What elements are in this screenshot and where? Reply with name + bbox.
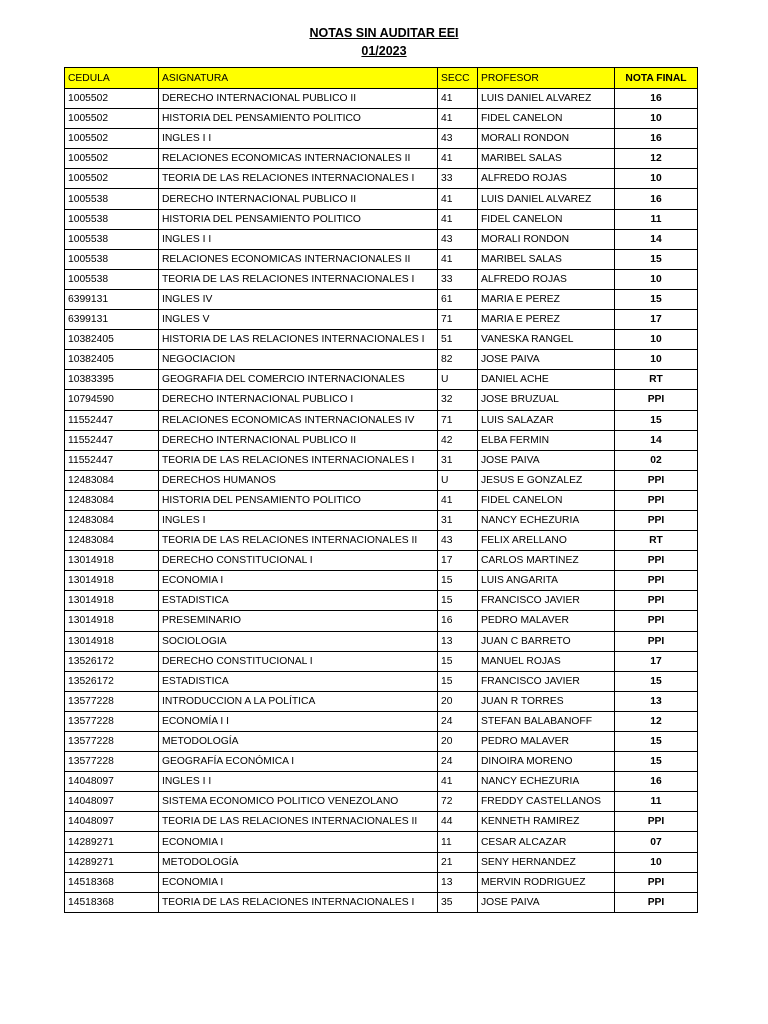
cell-nota-final: 14 bbox=[615, 229, 698, 249]
cell-cedula: 13014918 bbox=[65, 571, 159, 591]
cell-asignatura: HISTORIA DE LAS RELACIONES INTERNACIONALES I bbox=[159, 330, 438, 350]
cell-asignatura: HISTORIA DEL PENSAMIENTO POLITICO bbox=[159, 109, 438, 129]
cell-asignatura: DERECHOS HUMANOS bbox=[159, 470, 438, 490]
cell-secc: 41 bbox=[438, 189, 478, 209]
cell-nota-final: 10 bbox=[615, 169, 698, 189]
table-row bbox=[65, 571, 698, 591]
cell-profesor: MANUEL ROJAS bbox=[478, 651, 615, 671]
table-row bbox=[65, 792, 698, 812]
cell-cedula: 10794590 bbox=[65, 390, 159, 410]
cell-secc: 41 bbox=[438, 772, 478, 792]
cell-asignatura: RELACIONES ECONOMICAS INTERNACIONALES II bbox=[159, 149, 438, 169]
cell-secc: 41 bbox=[438, 209, 478, 229]
cell-nota-final: PPI bbox=[615, 892, 698, 912]
cell-secc: 43 bbox=[438, 129, 478, 149]
cell-nota-final: 10 bbox=[615, 330, 698, 350]
cell-nota-final: 10 bbox=[615, 350, 698, 370]
cell-asignatura: ESTADISTICA bbox=[159, 671, 438, 691]
table-row bbox=[65, 691, 698, 711]
cell-nota-final: 02 bbox=[615, 450, 698, 470]
table-row bbox=[65, 109, 698, 129]
cell-profesor: JOSE BRUZUAL bbox=[478, 390, 615, 410]
cell-asignatura: ECONOMIA I bbox=[159, 571, 438, 591]
cell-secc: 17 bbox=[438, 551, 478, 571]
cell-nota-final: PPI bbox=[615, 551, 698, 571]
cell-cedula: 1005502 bbox=[65, 169, 159, 189]
cell-nota-final: PPI bbox=[615, 631, 698, 651]
cell-nota-final: 16 bbox=[615, 129, 698, 149]
cell-nota-final: 07 bbox=[615, 832, 698, 852]
cell-cedula: 13014918 bbox=[65, 591, 159, 611]
cell-profesor: ALFREDO ROJAS bbox=[478, 169, 615, 189]
cell-asignatura: DERECHO INTERNACIONAL PUBLICO II bbox=[159, 430, 438, 450]
cell-cedula: 1005538 bbox=[65, 249, 159, 269]
cell-asignatura: GEOGRAFÍA ECONÓMICA I bbox=[159, 752, 438, 772]
cell-asignatura: SISTEMA ECONOMICO POLITICO VENEZOLANO bbox=[159, 792, 438, 812]
cell-asignatura: TEORIA DE LAS RELACIONES INTERNACIONALES I bbox=[159, 269, 438, 289]
cell-profesor: FRANCISCO JAVIER bbox=[478, 671, 615, 691]
cell-nota-final: 15 bbox=[615, 732, 698, 752]
cell-secc: 32 bbox=[438, 390, 478, 410]
cell-cedula: 10382405 bbox=[65, 330, 159, 350]
table-row bbox=[65, 269, 698, 289]
cell-asignatura: GEOGRAFIA DEL COMERCIO INTERNACIONALES bbox=[159, 370, 438, 390]
cell-secc: 20 bbox=[438, 732, 478, 752]
cell-cedula: 11552447 bbox=[65, 450, 159, 470]
cell-secc: 41 bbox=[438, 89, 478, 109]
cell-cedula: 13577228 bbox=[65, 732, 159, 752]
header-secc: SECC bbox=[438, 68, 478, 89]
cell-nota-final: PPI bbox=[615, 390, 698, 410]
table-row bbox=[65, 169, 698, 189]
cell-profesor: MARIBEL SALAS bbox=[478, 149, 615, 169]
header-asignatura: ASIGNATURA bbox=[159, 68, 438, 89]
cell-asignatura: DERECHO INTERNACIONAL PUBLICO I bbox=[159, 390, 438, 410]
cell-profesor: DINOIRA MORENO bbox=[478, 752, 615, 772]
cell-nota-final: 16 bbox=[615, 89, 698, 109]
cell-asignatura: DERECHO INTERNACIONAL PUBLICO II bbox=[159, 89, 438, 109]
cell-cedula: 1005538 bbox=[65, 229, 159, 249]
cell-secc: 41 bbox=[438, 249, 478, 269]
table-header-row bbox=[65, 68, 698, 89]
cell-nota-final: 11 bbox=[615, 792, 698, 812]
cell-asignatura: SOCIOLOGIA bbox=[159, 631, 438, 651]
table-row bbox=[65, 249, 698, 269]
cell-profesor: PEDRO MALAVER bbox=[478, 732, 615, 752]
cell-asignatura: TEORIA DE LAS RELACIONES INTERNACIONALES I bbox=[159, 169, 438, 189]
cell-secc: 31 bbox=[438, 450, 478, 470]
cell-nota-final: PPI bbox=[615, 470, 698, 490]
cell-profesor: CARLOS MARTINEZ bbox=[478, 551, 615, 571]
cell-cedula: 13014918 bbox=[65, 551, 159, 571]
cell-cedula: 13014918 bbox=[65, 631, 159, 651]
table-row bbox=[65, 390, 698, 410]
table-row bbox=[65, 410, 698, 430]
cell-cedula: 11552447 bbox=[65, 410, 159, 430]
table-row bbox=[65, 832, 698, 852]
table-row bbox=[65, 591, 698, 611]
cell-nota-final: 13 bbox=[615, 691, 698, 711]
cell-asignatura: METODOLOGÍA bbox=[159, 852, 438, 872]
cell-profesor: FIDEL CANELON bbox=[478, 209, 615, 229]
cell-asignatura: METODOLOGÍA bbox=[159, 732, 438, 752]
cell-profesor: SENY HERNANDEZ bbox=[478, 852, 615, 872]
cell-nota-final: PPI bbox=[615, 490, 698, 510]
cell-profesor: LUIS DANIEL ALVAREZ bbox=[478, 189, 615, 209]
cell-asignatura: INGLES I I bbox=[159, 229, 438, 249]
cell-asignatura: INGLES I I bbox=[159, 772, 438, 792]
cell-secc: U bbox=[438, 370, 478, 390]
cell-nota-final: PPI bbox=[615, 591, 698, 611]
cell-secc: 71 bbox=[438, 410, 478, 430]
cell-nota-final: PPI bbox=[615, 812, 698, 832]
table-row bbox=[65, 89, 698, 109]
table-row bbox=[65, 370, 698, 390]
cell-asignatura: DERECHO INTERNACIONAL PUBLICO II bbox=[159, 189, 438, 209]
cell-asignatura: TEORIA DE LAS RELACIONES INTERNACIONALES I bbox=[159, 450, 438, 470]
cell-asignatura: INGLES I bbox=[159, 510, 438, 530]
cell-profesor: PEDRO MALAVER bbox=[478, 611, 615, 631]
cell-secc: 43 bbox=[438, 531, 478, 551]
cell-profesor: MORALI RONDON bbox=[478, 129, 615, 149]
cell-nota-final: 10 bbox=[615, 109, 698, 129]
cell-nota-final: PPI bbox=[615, 611, 698, 631]
document-period: 01/2023 bbox=[361, 44, 407, 58]
cell-cedula: 14518368 bbox=[65, 892, 159, 912]
cell-profesor: STEFAN BALABANOFF bbox=[478, 711, 615, 731]
cell-cedula: 10383395 bbox=[65, 370, 159, 390]
header-profesor: PROFESOR bbox=[478, 68, 615, 89]
cell-profesor: VANESKA RANGEL bbox=[478, 330, 615, 350]
cell-cedula: 13526172 bbox=[65, 671, 159, 691]
cell-nota-final: 15 bbox=[615, 249, 698, 269]
cell-secc: 72 bbox=[438, 792, 478, 812]
cell-nota-final: RT bbox=[615, 370, 698, 390]
cell-asignatura: HISTORIA DEL PENSAMIENTO POLITICO bbox=[159, 490, 438, 510]
cell-asignatura: INGLES V bbox=[159, 310, 438, 330]
cell-nota-final: 11 bbox=[615, 209, 698, 229]
table-row bbox=[65, 350, 698, 370]
cell-profesor: JESUS E GONZALEZ bbox=[478, 470, 615, 490]
cell-nota-final: 15 bbox=[615, 289, 698, 309]
cell-cedula: 14048097 bbox=[65, 772, 159, 792]
cell-secc: 31 bbox=[438, 510, 478, 530]
cell-secc: 24 bbox=[438, 711, 478, 731]
cell-asignatura: INTRODUCCION A LA POLÍTICA bbox=[159, 691, 438, 711]
cell-cedula: 1005502 bbox=[65, 149, 159, 169]
cell-secc: 42 bbox=[438, 430, 478, 450]
cell-secc: 33 bbox=[438, 269, 478, 289]
cell-profesor: ALFREDO ROJAS bbox=[478, 269, 615, 289]
cell-nota-final: PPI bbox=[615, 510, 698, 530]
cell-profesor: NANCY ECHEZURIA bbox=[478, 510, 615, 530]
table-row bbox=[65, 892, 698, 912]
table-row bbox=[65, 510, 698, 530]
table-row bbox=[65, 872, 698, 892]
table-row bbox=[65, 711, 698, 731]
table-body bbox=[65, 89, 698, 913]
cell-cedula: 12483084 bbox=[65, 470, 159, 490]
cell-profesor: MARIA E PEREZ bbox=[478, 310, 615, 330]
cell-secc: 15 bbox=[438, 591, 478, 611]
cell-cedula: 1005502 bbox=[65, 109, 159, 129]
cell-cedula: 13577228 bbox=[65, 711, 159, 731]
table-row bbox=[65, 631, 698, 651]
cell-cedula: 6399131 bbox=[65, 289, 159, 309]
cell-nota-final: 17 bbox=[615, 310, 698, 330]
cell-cedula: 13577228 bbox=[65, 691, 159, 711]
cell-nota-final: 15 bbox=[615, 752, 698, 772]
table-row bbox=[65, 732, 698, 752]
cell-nota-final: 10 bbox=[615, 269, 698, 289]
cell-cedula: 12483084 bbox=[65, 510, 159, 530]
cell-secc: 33 bbox=[438, 169, 478, 189]
cell-profesor: MARIBEL SALAS bbox=[478, 249, 615, 269]
cell-profesor: FELIX ARELLANO bbox=[478, 531, 615, 551]
table-row bbox=[65, 289, 698, 309]
cell-profesor: FIDEL CANELON bbox=[478, 490, 615, 510]
cell-nota-final: 12 bbox=[615, 711, 698, 731]
cell-profesor: JUAN R TORRES bbox=[478, 691, 615, 711]
cell-nota-final: 10 bbox=[615, 852, 698, 872]
cell-asignatura: TEORIA DE LAS RELACIONES INTERNACIONALES II bbox=[159, 531, 438, 551]
cell-secc: 15 bbox=[438, 571, 478, 591]
table-row bbox=[65, 149, 698, 169]
cell-nota-final: 17 bbox=[615, 651, 698, 671]
cell-profesor: MARIA E PEREZ bbox=[478, 289, 615, 309]
cell-cedula: 14289271 bbox=[65, 852, 159, 872]
table-row bbox=[65, 430, 698, 450]
cell-asignatura: INGLES IV bbox=[159, 289, 438, 309]
cell-profesor: FRANCISCO JAVIER bbox=[478, 591, 615, 611]
cell-nota-final: 14 bbox=[615, 430, 698, 450]
cell-nota-final: 15 bbox=[615, 671, 698, 691]
cell-cedula: 13014918 bbox=[65, 611, 159, 631]
cell-profesor: LUIS DANIEL ALVAREZ bbox=[478, 89, 615, 109]
cell-secc: 13 bbox=[438, 872, 478, 892]
cell-profesor: JOSE PAIVA bbox=[478, 892, 615, 912]
grades-table bbox=[64, 67, 698, 913]
cell-asignatura: ECONOMIA I bbox=[159, 832, 438, 852]
cell-secc: 71 bbox=[438, 310, 478, 330]
cell-cedula: 10382405 bbox=[65, 350, 159, 370]
cell-profesor: MERVIN RODRIGUEZ bbox=[478, 872, 615, 892]
cell-nota-final: PPI bbox=[615, 571, 698, 591]
cell-profesor: MORALI RONDON bbox=[478, 229, 615, 249]
cell-cedula: 1005538 bbox=[65, 209, 159, 229]
header-nota-final: NOTA FINAL bbox=[615, 68, 698, 89]
cell-cedula: 14289271 bbox=[65, 832, 159, 852]
cell-nota-final: PPI bbox=[615, 872, 698, 892]
cell-secc: 21 bbox=[438, 852, 478, 872]
cell-secc: 15 bbox=[438, 651, 478, 671]
table-row bbox=[65, 470, 698, 490]
table-row bbox=[65, 531, 698, 551]
cell-profesor: JUAN C BARRETO bbox=[478, 631, 615, 651]
cell-secc: 41 bbox=[438, 109, 478, 129]
header-cedula: CEDULA bbox=[65, 68, 159, 89]
cell-nota-final: RT bbox=[615, 531, 698, 551]
cell-asignatura: ESTADISTICA bbox=[159, 591, 438, 611]
table-row bbox=[65, 852, 698, 872]
table-row bbox=[65, 330, 698, 350]
table-row bbox=[65, 490, 698, 510]
table-row bbox=[65, 129, 698, 149]
cell-cedula: 11552447 bbox=[65, 430, 159, 450]
cell-asignatura: DERECHO CONSTITUCIONAL I bbox=[159, 551, 438, 571]
table-row bbox=[65, 651, 698, 671]
table-row bbox=[65, 229, 698, 249]
cell-secc: 44 bbox=[438, 812, 478, 832]
cell-asignatura: RELACIONES ECONOMICAS INTERNACIONALES II bbox=[159, 249, 438, 269]
document-title: NOTAS SIN AUDITAR EEI bbox=[309, 26, 459, 40]
cell-profesor: CESAR ALCAZAR bbox=[478, 832, 615, 852]
cell-cedula: 1005538 bbox=[65, 269, 159, 289]
cell-cedula: 14518368 bbox=[65, 872, 159, 892]
cell-profesor: LUIS SALAZAR bbox=[478, 410, 615, 430]
table-row bbox=[65, 611, 698, 631]
cell-profesor: ELBA FERMIN bbox=[478, 430, 615, 450]
cell-nota-final: 16 bbox=[615, 772, 698, 792]
table-row bbox=[65, 772, 698, 792]
cell-profesor: LUIS ANGARITA bbox=[478, 571, 615, 591]
table-row bbox=[65, 812, 698, 832]
cell-asignatura: RELACIONES ECONOMICAS INTERNACIONALES IV bbox=[159, 410, 438, 430]
table-row bbox=[65, 310, 698, 330]
cell-nota-final: 15 bbox=[615, 410, 698, 430]
cell-profesor: NANCY ECHEZURIA bbox=[478, 772, 615, 792]
cell-secc: 16 bbox=[438, 611, 478, 631]
cell-cedula: 13526172 bbox=[65, 651, 159, 671]
cell-secc: 24 bbox=[438, 752, 478, 772]
cell-cedula: 14048097 bbox=[65, 812, 159, 832]
cell-asignatura: ECONOMIA I bbox=[159, 872, 438, 892]
cell-secc: 41 bbox=[438, 149, 478, 169]
cell-cedula: 14048097 bbox=[65, 792, 159, 812]
cell-cedula: 13577228 bbox=[65, 752, 159, 772]
cell-profesor: FREDDY CASTELLANOS bbox=[478, 792, 615, 812]
cell-secc: 51 bbox=[438, 330, 478, 350]
cell-nota-final: 12 bbox=[615, 149, 698, 169]
cell-secc: 61 bbox=[438, 289, 478, 309]
cell-secc: 13 bbox=[438, 631, 478, 651]
cell-cedula: 1005502 bbox=[65, 129, 159, 149]
table-row bbox=[65, 209, 698, 229]
table-row bbox=[65, 189, 698, 209]
table-row bbox=[65, 671, 698, 691]
table-row bbox=[65, 752, 698, 772]
cell-cedula: 6399131 bbox=[65, 310, 159, 330]
cell-nota-final: 16 bbox=[615, 189, 698, 209]
cell-profesor: JOSE PAIVA bbox=[478, 450, 615, 470]
cell-cedula: 1005502 bbox=[65, 89, 159, 109]
cell-secc: U bbox=[438, 470, 478, 490]
cell-cedula: 12483084 bbox=[65, 531, 159, 551]
cell-asignatura: HISTORIA DEL PENSAMIENTO POLITICO bbox=[159, 209, 438, 229]
cell-profesor: KENNETH RAMIREZ bbox=[478, 812, 615, 832]
cell-profesor: JOSE PAIVA bbox=[478, 350, 615, 370]
cell-cedula: 1005538 bbox=[65, 189, 159, 209]
cell-secc: 11 bbox=[438, 832, 478, 852]
cell-secc: 15 bbox=[438, 671, 478, 691]
cell-cedula: 12483084 bbox=[65, 490, 159, 510]
cell-asignatura: TEORIA DE LAS RELACIONES INTERNACIONALES I bbox=[159, 892, 438, 912]
cell-profesor: FIDEL CANELON bbox=[478, 109, 615, 129]
cell-profesor: DANIEL ACHE bbox=[478, 370, 615, 390]
table-row bbox=[65, 551, 698, 571]
cell-secc: 41 bbox=[438, 490, 478, 510]
cell-asignatura: TEORIA DE LAS RELACIONES INTERNACIONALES II bbox=[159, 812, 438, 832]
cell-asignatura: ECONOMÍA I I bbox=[159, 711, 438, 731]
cell-asignatura: DERECHO CONSTITUCIONAL I bbox=[159, 651, 438, 671]
cell-secc: 20 bbox=[438, 691, 478, 711]
cell-secc: 43 bbox=[438, 229, 478, 249]
cell-secc: 82 bbox=[438, 350, 478, 370]
cell-asignatura: INGLES I I bbox=[159, 129, 438, 149]
table-row bbox=[65, 450, 698, 470]
cell-secc: 35 bbox=[438, 892, 478, 912]
cell-asignatura: PRESEMINARIO bbox=[159, 611, 438, 631]
cell-asignatura: NEGOCIACION bbox=[159, 350, 438, 370]
